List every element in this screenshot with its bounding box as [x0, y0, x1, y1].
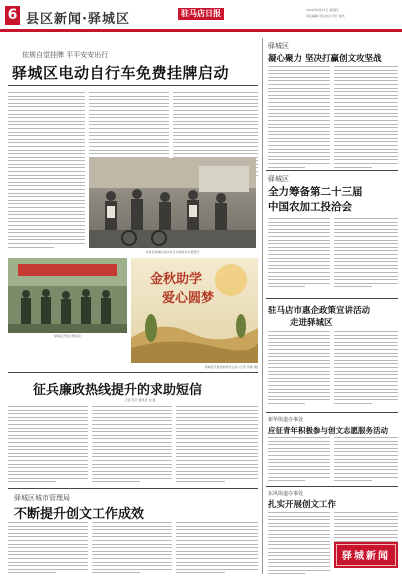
corner-banner-text: 驿城新闻	[342, 551, 390, 562]
right-s5-rule	[266, 486, 398, 487]
right-s2-body-col1	[268, 218, 330, 290]
header-rule	[0, 29, 402, 32]
right-s3-body-col2	[334, 331, 398, 406]
story3-kicker: 驿城区城市管理局	[14, 494, 70, 502]
right-s1-body-col1	[268, 66, 330, 170]
right-s5-body-col1	[268, 512, 330, 577]
right-s5-kicker: 东风街道办事处	[268, 491, 304, 497]
right-s4-headline: 应征青年积极参与创文志愿服务活动	[268, 426, 388, 435]
poster-caption: 驿城区开展金秋助学活动 (记者 苏静 摄)	[204, 365, 258, 369]
right-s4-body-col2	[334, 437, 398, 484]
right-s3-rule	[266, 298, 398, 299]
event-photo	[8, 258, 127, 333]
right-s2-body-col2	[334, 218, 398, 290]
lead-kicker: 依规自觉挂牌 平平安安出行	[22, 51, 109, 59]
right-s3-headline-2: 走进驿城区	[290, 318, 333, 328]
poster-title-line2: 爱心圆梦	[162, 291, 215, 306]
lead-photo	[89, 158, 256, 248]
right-s2-headline-2: 中国农加工投洽会	[268, 201, 352, 213]
right-s2-rule	[266, 170, 398, 171]
section-title: 县区新闻·驿城区	[26, 12, 130, 27]
corner-banner	[334, 542, 398, 568]
event-photo-caption: 驿城区开展主题活动	[53, 334, 81, 338]
story3-body-col2	[92, 522, 172, 576]
right-s2-kicker: 驿城区	[268, 175, 289, 183]
column-divider	[262, 38, 263, 574]
story2-top-rule	[8, 372, 258, 373]
right-s1-kicker: 驿城区	[268, 42, 289, 50]
issue-date: 2024年6月27日 星期四	[306, 8, 339, 12]
right-s3-body-col1	[268, 331, 330, 406]
right-s1-body-col2	[334, 66, 398, 170]
right-s4-rule	[266, 412, 398, 413]
right-s4-kicker: 新华街道办事处	[268, 417, 304, 423]
right-s2-headline-1: 全力筹备第二十三届	[268, 186, 363, 198]
right-s5-headline: 扎实开展创文工作	[268, 500, 337, 510]
lead-body-col1	[8, 92, 85, 250]
story2-byline: 记者 苏宇 通讯员 刘 通	[124, 398, 156, 402]
story3-top-rule	[8, 488, 258, 489]
page-number: 6	[5, 6, 20, 25]
story3-headline: 不断提升创文工作成效	[14, 507, 145, 522]
newspaper-logo: 驻马店日报	[178, 8, 224, 20]
lead-headline: 驿城区电动自行车免费挂牌启动	[12, 64, 230, 82]
story2-body-col3	[176, 406, 258, 485]
right-s3-headline-1: 驻马店市惠企政策宣讲活动	[268, 306, 371, 316]
story3-body-col3	[176, 522, 258, 576]
editor-credits: 责任编辑 责任校对 设计 版式	[306, 14, 345, 18]
right-s1-headline: 凝心聚力 坚决打赢创文攻坚战	[268, 54, 382, 64]
lead-photo-caption: 市民在驿城区电动自行车挂牌点办理登记	[145, 250, 200, 254]
right-s4-body-col1	[268, 437, 330, 484]
story2-headline: 征兵廉政热线提升的求助短信	[33, 383, 203, 398]
story3-body-col1	[8, 522, 88, 576]
story2-body-col1	[8, 406, 88, 485]
story2-body-col2	[92, 406, 172, 485]
poster-title-line1: 金秋助学	[150, 272, 203, 287]
lead-rule	[8, 85, 258, 86]
